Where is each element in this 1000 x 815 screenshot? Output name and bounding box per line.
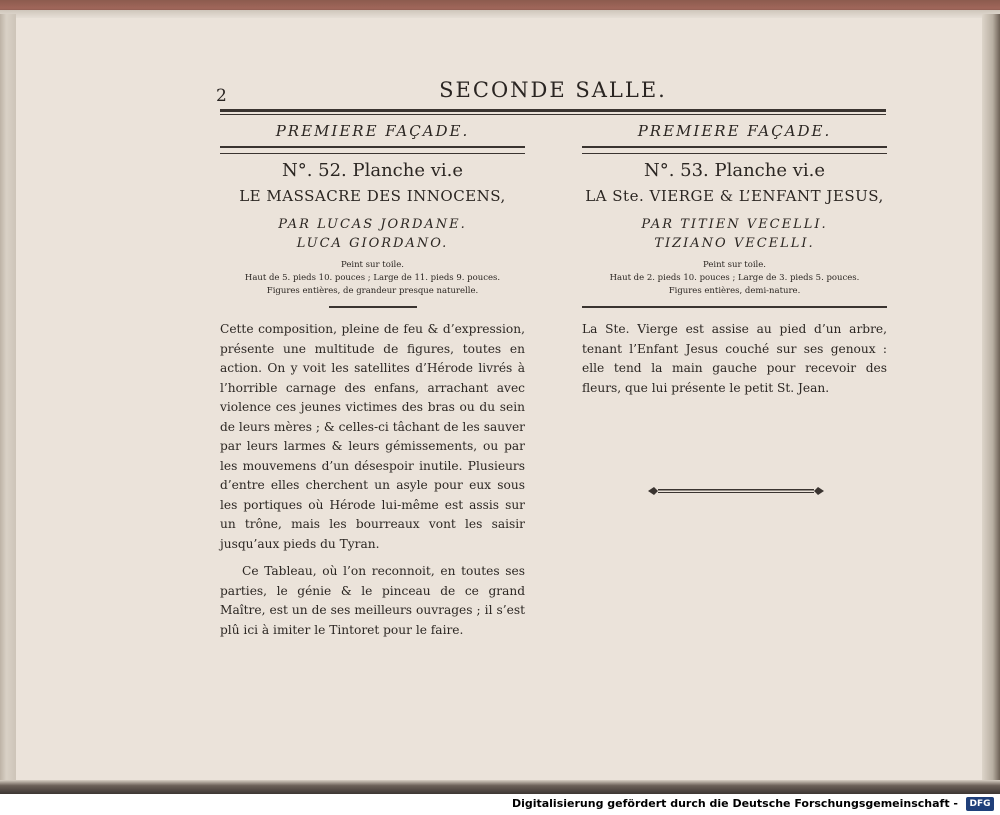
running-head: SECONDE SALLE. (439, 78, 667, 102)
description-paragraph: Cette composition, pleine de feu & d’expression, présente une multitude de figures, toutes en action. On y voit les satellites d’Hérode livrés à l’horrible carnage des enfans, arrachant avec violence ces jeunes victimes des bras ou du sein de leurs mères ; & celles-ci tâchant de les sauver par leurs larmes & leurs gémissements, ou par les mouvemens d’un désespoir inutile. Plusieurs d’entre elles cherchent un asyle pour eux sous les portiques où Hérode lui-même est assis sur un trône, mais les bourreaux vont les saisir jusqu’aux pieds du Tyran. (220, 322, 525, 551)
painting-details (582, 259, 887, 298)
painting-title: LE MASSACRE DES INNOCENS, (239, 187, 506, 205)
figures-note: Figures entières, demi-nature. (668, 286, 801, 296)
author-line-french: PAR LUCAS JORDANE. (278, 217, 467, 232)
dimensions: Haut de 2. pieds 10. pouces ; Large de 3. pieds 5. pouces. (609, 273, 860, 283)
painting-details (220, 259, 525, 298)
author-line-italian: LUCA GIORDANO. (296, 236, 449, 251)
plate-number: N°. 52. Planche vi.e (281, 160, 464, 181)
right-column (582, 116, 887, 406)
section-rule (220, 146, 525, 154)
author-name (582, 215, 887, 253)
medium: Peint sur toile. (341, 260, 404, 270)
dimensions: Haut de 5. pieds 10. pouces ; Large de 11. pieds 9. pouces. (244, 273, 501, 283)
medium: Peint sur toile. (703, 260, 766, 270)
book-edge-bottom (0, 780, 1000, 794)
author-name (220, 215, 525, 253)
description (220, 320, 525, 640)
page-edge-left (0, 14, 16, 784)
description (582, 320, 887, 398)
dfg-logo: DFG (966, 797, 994, 811)
page-number: 2 (216, 86, 227, 106)
facade-heading: PREMIERE FAÇADE. (637, 122, 832, 140)
description-paragraph: Ce Tableau, où l’on reconnoit, en toutes ses parties, le génie & le pinceau de ce grand Maître, est un de ses meilleurs ouvrages ; il s’est plû ici à imiter le Tintoret pour le faire. (220, 564, 525, 637)
ornament-rule (648, 486, 824, 496)
painting-title: LA Ste. VIERGE & L’ENFANT JESUS, (585, 187, 884, 205)
funding-note: Digitalisierung gefördert durch die Deutsche Forschungsgemeinschaft - (511, 797, 958, 810)
figures-note: Figures entières, de grandeur presque naturelle. (266, 286, 479, 296)
left-column (220, 116, 525, 648)
author-line-italian: TIZIANO VECELLI. (654, 236, 815, 251)
head-rule-thick (220, 109, 886, 112)
plate-number: N°. 53. Planche vi.e (643, 160, 826, 181)
description-paragraph: La Ste. Vierge est assise au pied d’un arbre, tenant l’Enfant Jesus couché sur ses genoux : elle tend la main gauche pour recevoir des fleurs, que lui présente le petit St. Jean. (582, 322, 887, 395)
head-rule-thin (220, 114, 886, 115)
page-stack-top (0, 10, 1000, 18)
facade-heading: PREMIERE FAÇADE. (275, 122, 470, 140)
page-edge-right (982, 14, 1000, 784)
section-rule (582, 146, 887, 154)
author-line-french: PAR TITIEN VECELLI. (641, 217, 828, 232)
footer-bar (0, 794, 1000, 815)
separator-rule (582, 306, 887, 308)
separator-rule (329, 306, 417, 308)
